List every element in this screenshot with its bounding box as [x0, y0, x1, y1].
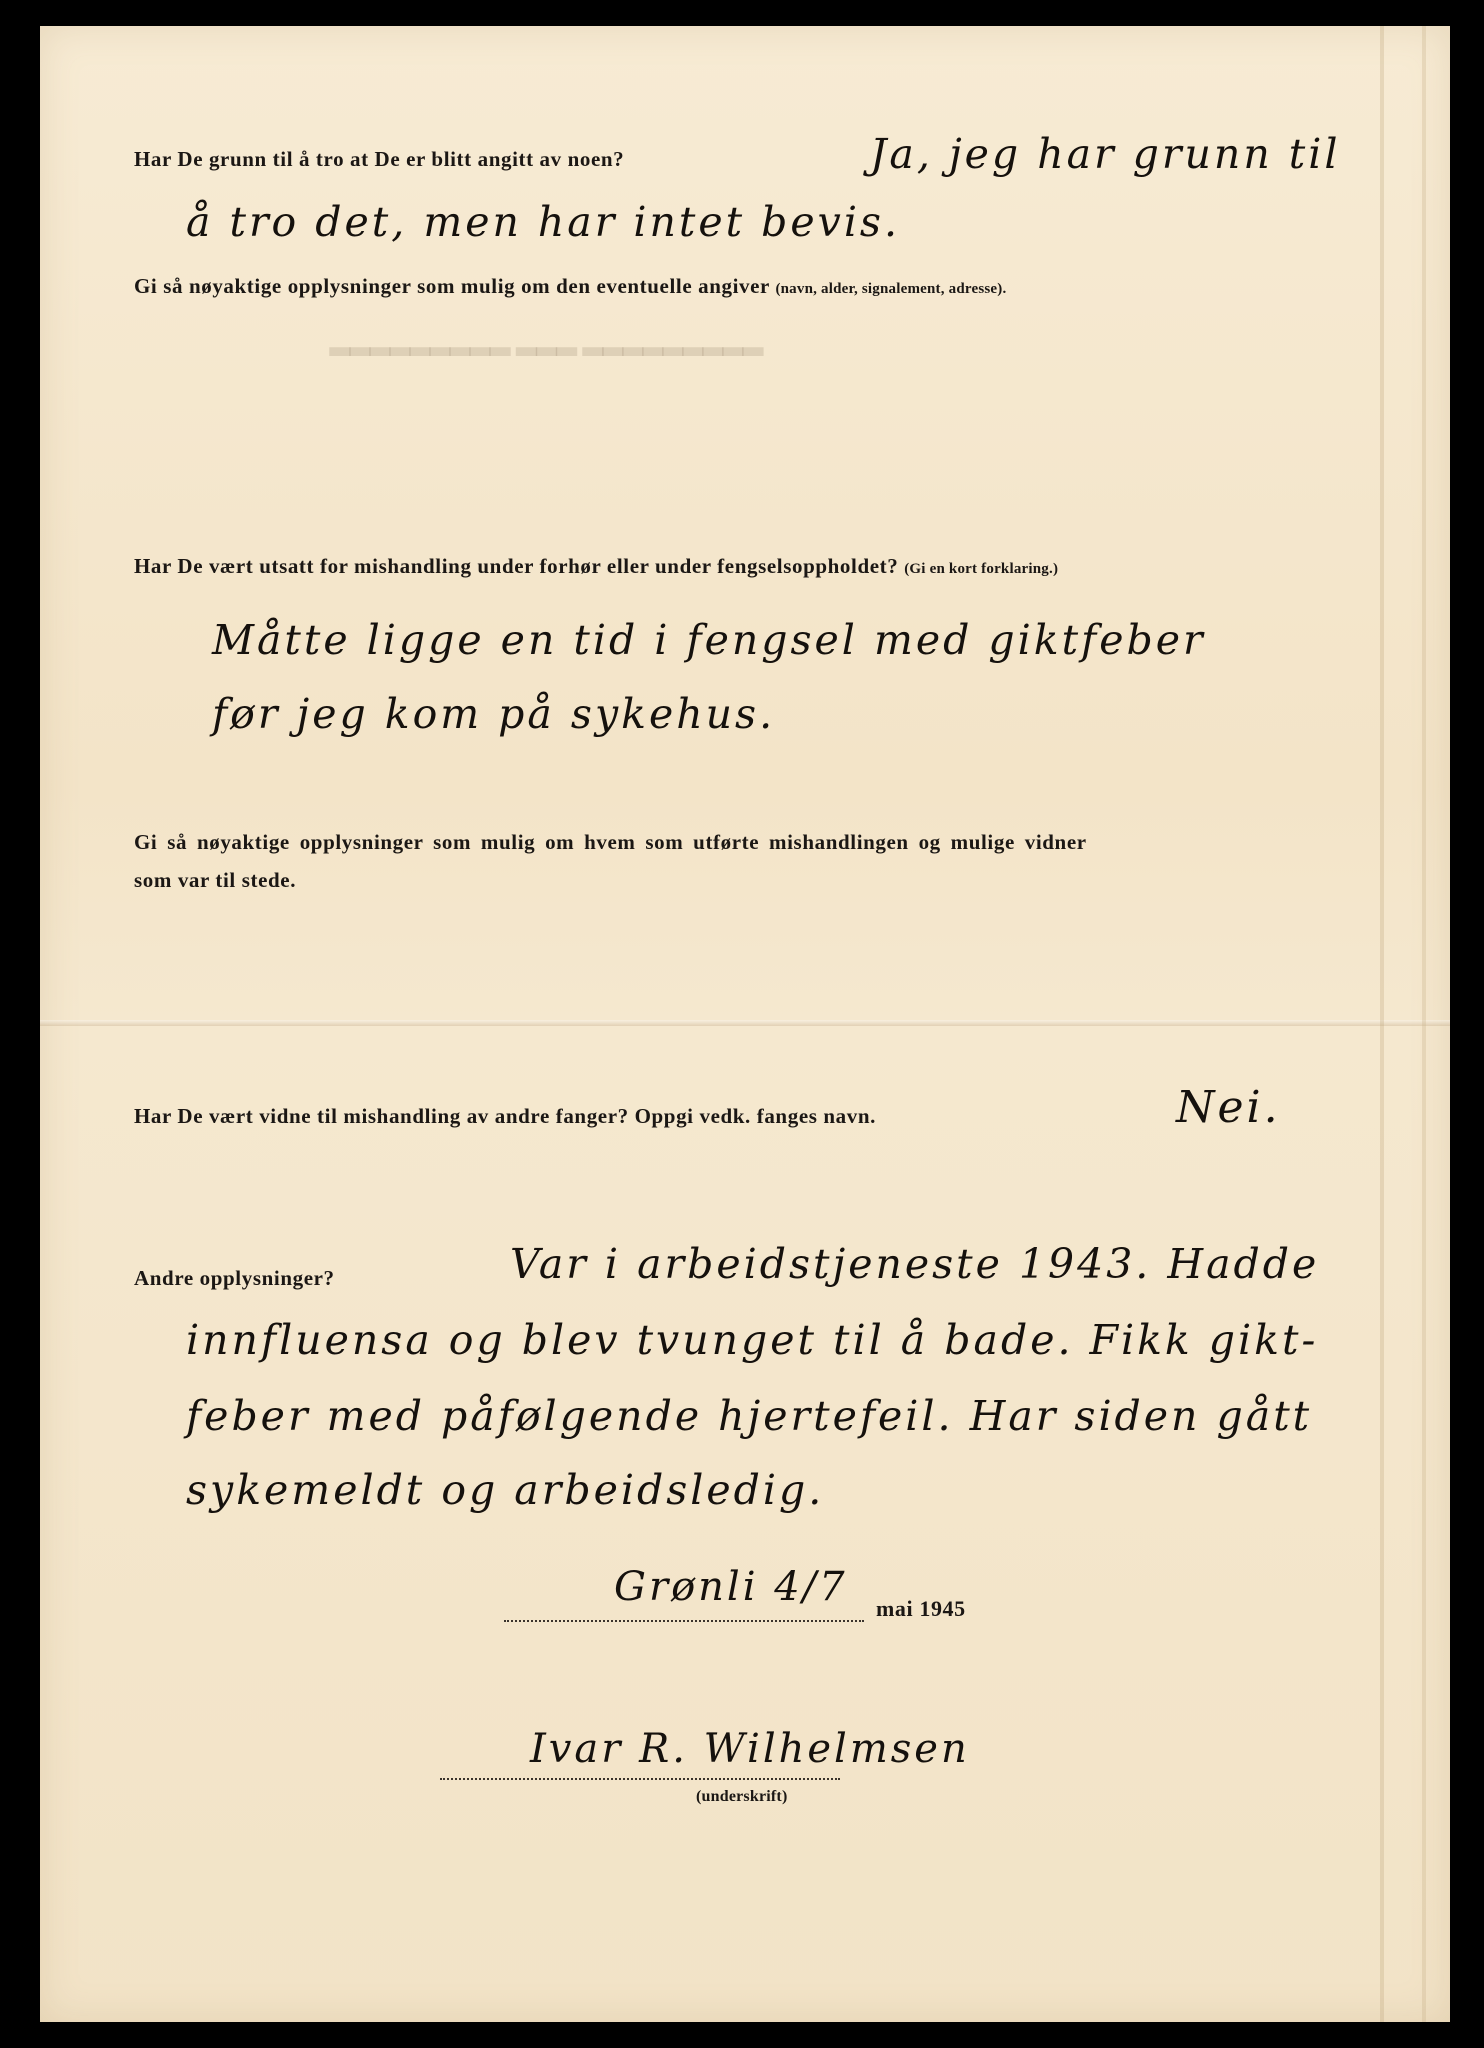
signature-line	[440, 1778, 840, 1780]
question-informer-label: Gi så nøyaktige opplysninger som mulig om den eventuelle angiver	[134, 274, 770, 298]
answer-witness: Nei.	[1176, 1082, 1281, 1133]
question-informer-details	[134, 274, 1006, 299]
answer-mistreatment-line-1: Måtte ligge en tid i fengsel med giktfeber	[212, 616, 1206, 664]
answer-denounced-line-2: å tro det, men har intet bevis.	[186, 198, 901, 246]
question-informer-note: (navn, alder, signalement, adresse).	[775, 281, 1007, 297]
bleed-through-text: ▂▂▂▂▂▂▂▂▂ ▂▂▂ ▂▂▂▂▂▂▂▂▂	[330, 326, 763, 355]
answer-mistreatment-line-2: før jeg kom på sykehus.	[212, 690, 776, 738]
signature-handwritten: Ivar R. Wilhelmsen	[530, 1726, 970, 1772]
date-printed: mai 1945	[876, 1596, 966, 1621]
paper-crease	[1380, 26, 1384, 2022]
question-mistreatment-note: (Gi en kort forklaring.)	[904, 561, 1059, 577]
question-perpetrators-line-2: som var til stede.	[134, 868, 297, 892]
question-witness: Har De vært vidne til mishandling av andre fanger? Oppgi vedk. fanges navn.	[134, 1104, 876, 1128]
answer-denounced-line-1: Ja, jeg har grunn til	[870, 130, 1341, 178]
answer-other-info-line-4: sykemeldt og arbeidsledig.	[186, 1466, 825, 1514]
answer-other-info-line-2: innfluensa og blev tvunget til å bade. Fikk gikt-	[186, 1316, 1319, 1364]
question-mistreatment	[134, 554, 1058, 579]
document-page	[40, 26, 1450, 2022]
question-mistreatment-label: Har De vært utsatt for mishandling under forhør eller under fengselsoppholdet?	[134, 554, 899, 578]
question-denounced: Har De grunn til å tro at De er blitt angitt av noen?	[134, 147, 625, 171]
date-place-handwritten: Grønli 4/7	[614, 1564, 848, 1610]
question-perpetrators-line-1: Gi så nøyaktige opplysninger som mulig om hvem som utførte mishandlingen og mulige vidner	[134, 830, 1087, 854]
paper-crease	[1422, 26, 1426, 2022]
signature-caption: (underskrift)	[696, 1788, 788, 1805]
answer-other-info-line-1: Var i arbeidstjeneste 1943. Hadde	[510, 1240, 1320, 1288]
question-other-info: Andre opplysninger?	[134, 1266, 335, 1290]
answer-other-info-line-3: feber med påfølgende hjertefeil. Har siden gått	[186, 1392, 1313, 1440]
date-line	[504, 1620, 864, 1622]
paper-fold-horizontal	[40, 1020, 1450, 1026]
